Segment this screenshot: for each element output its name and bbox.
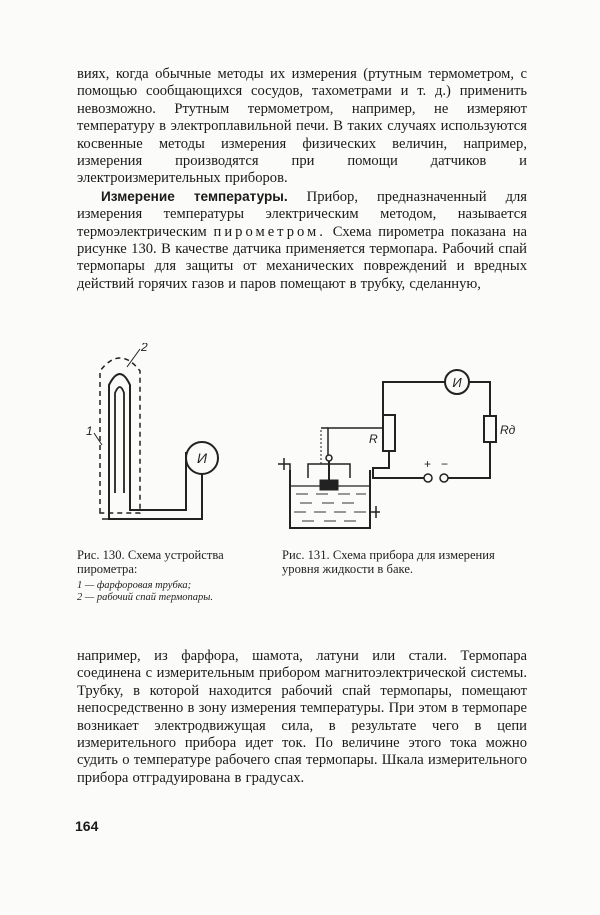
terminal-minus (440, 474, 448, 482)
plus-sign: + (424, 457, 432, 471)
paragraph-text-2: Схема пирометра показана на рисунке 130. В качестве датчика применяется термопара. Рабочий спай термопары для защиты от механических повреждений и вредных действий горячих газов и паров помещают в трубку, сделанную, (77, 223, 527, 292)
legend-item-2: 2 — рабочий спай термопары. (77, 592, 214, 603)
thermocouple-core (115, 387, 124, 493)
figure-130-legend (77, 580, 227, 604)
meter-symbol: И (452, 375, 462, 390)
meter-symbol: И (196, 450, 208, 466)
thermocouple-body (109, 374, 130, 495)
resistor-r-label: R (369, 432, 378, 446)
paragraph-temperature (77, 188, 527, 293)
wire-r-bottom (373, 451, 424, 478)
label-2: 2 (141, 343, 148, 354)
page-number: 164 (75, 818, 99, 834)
terminal-plus (424, 474, 432, 482)
level-gauge-diagram (278, 360, 534, 535)
paragraph-text-1: Прибор, предназначенный для измерения температуры электрическим методом, называется термоэлектрическим (77, 188, 527, 240)
spaced-term: пирометром. (213, 223, 326, 240)
pyrometer-diagram (82, 343, 232, 538)
figure-131-caption: Рис. 131. Схема прибора для измерения уровня жидкости в баке. (282, 548, 495, 576)
figure-131-caption-block (282, 548, 532, 576)
top-text-block (77, 66, 527, 293)
legend-item-1: 1 — фарфоровая трубка; (77, 580, 192, 591)
resistor-r (383, 415, 395, 451)
figure-131-level-gauge (278, 360, 534, 535)
wire-left (109, 471, 202, 519)
resistor-rd (484, 416, 496, 442)
liquid-hatching (294, 494, 366, 521)
wire-top-right (468, 382, 490, 416)
rod-pivot (326, 455, 332, 461)
paragraph-continuation: виях, когда обычные методы их измерения (ртутным термометром, с помощью сообщающихся сосудов, тахометрами и т. д.) применить невозможно. Ртутным термометром, например, не измеряют температуру в электроплавильной печи. В таких случаях используются косвенные методы измерения физических величин, например, измерения производятся при помощи датчиков и электроизмерительных приборов. (77, 66, 527, 187)
resistor-rd-label: Rд (500, 423, 516, 437)
label-1: 1 (86, 424, 93, 438)
minus-sign: − (441, 457, 449, 471)
wire-right-down (448, 442, 490, 478)
wire-top-loop (383, 382, 446, 415)
figure-130-pyrometer (82, 343, 232, 538)
porcelain-tube-outline (100, 358, 140, 513)
figure-130-caption: Рис. 130. Схема устройства пирометра: (77, 548, 224, 576)
float (320, 480, 338, 490)
leader-line-1 (94, 433, 102, 445)
paragraph-continued: например, из фарфора, шамота, латуни или стали. Термопара соединена с измерительным прибором магнитоэлектрической системы. Трубку, в которой находится рабочий спай термопары, помещают непосредственно в зону измерения температуры. При этом в термопаре возникает электродвижущая сила, в результате чего в цепи измерительного прибора идет ток. По величине этого тока можно судить о температуре рабочего спая термопары. Шкала измерительного прибора отградуирована в градусах. (77, 648, 527, 786)
section-heading: Измерение температуры. (101, 188, 288, 204)
bottom-text-block (77, 648, 527, 787)
figure-130-caption-block (77, 548, 227, 604)
